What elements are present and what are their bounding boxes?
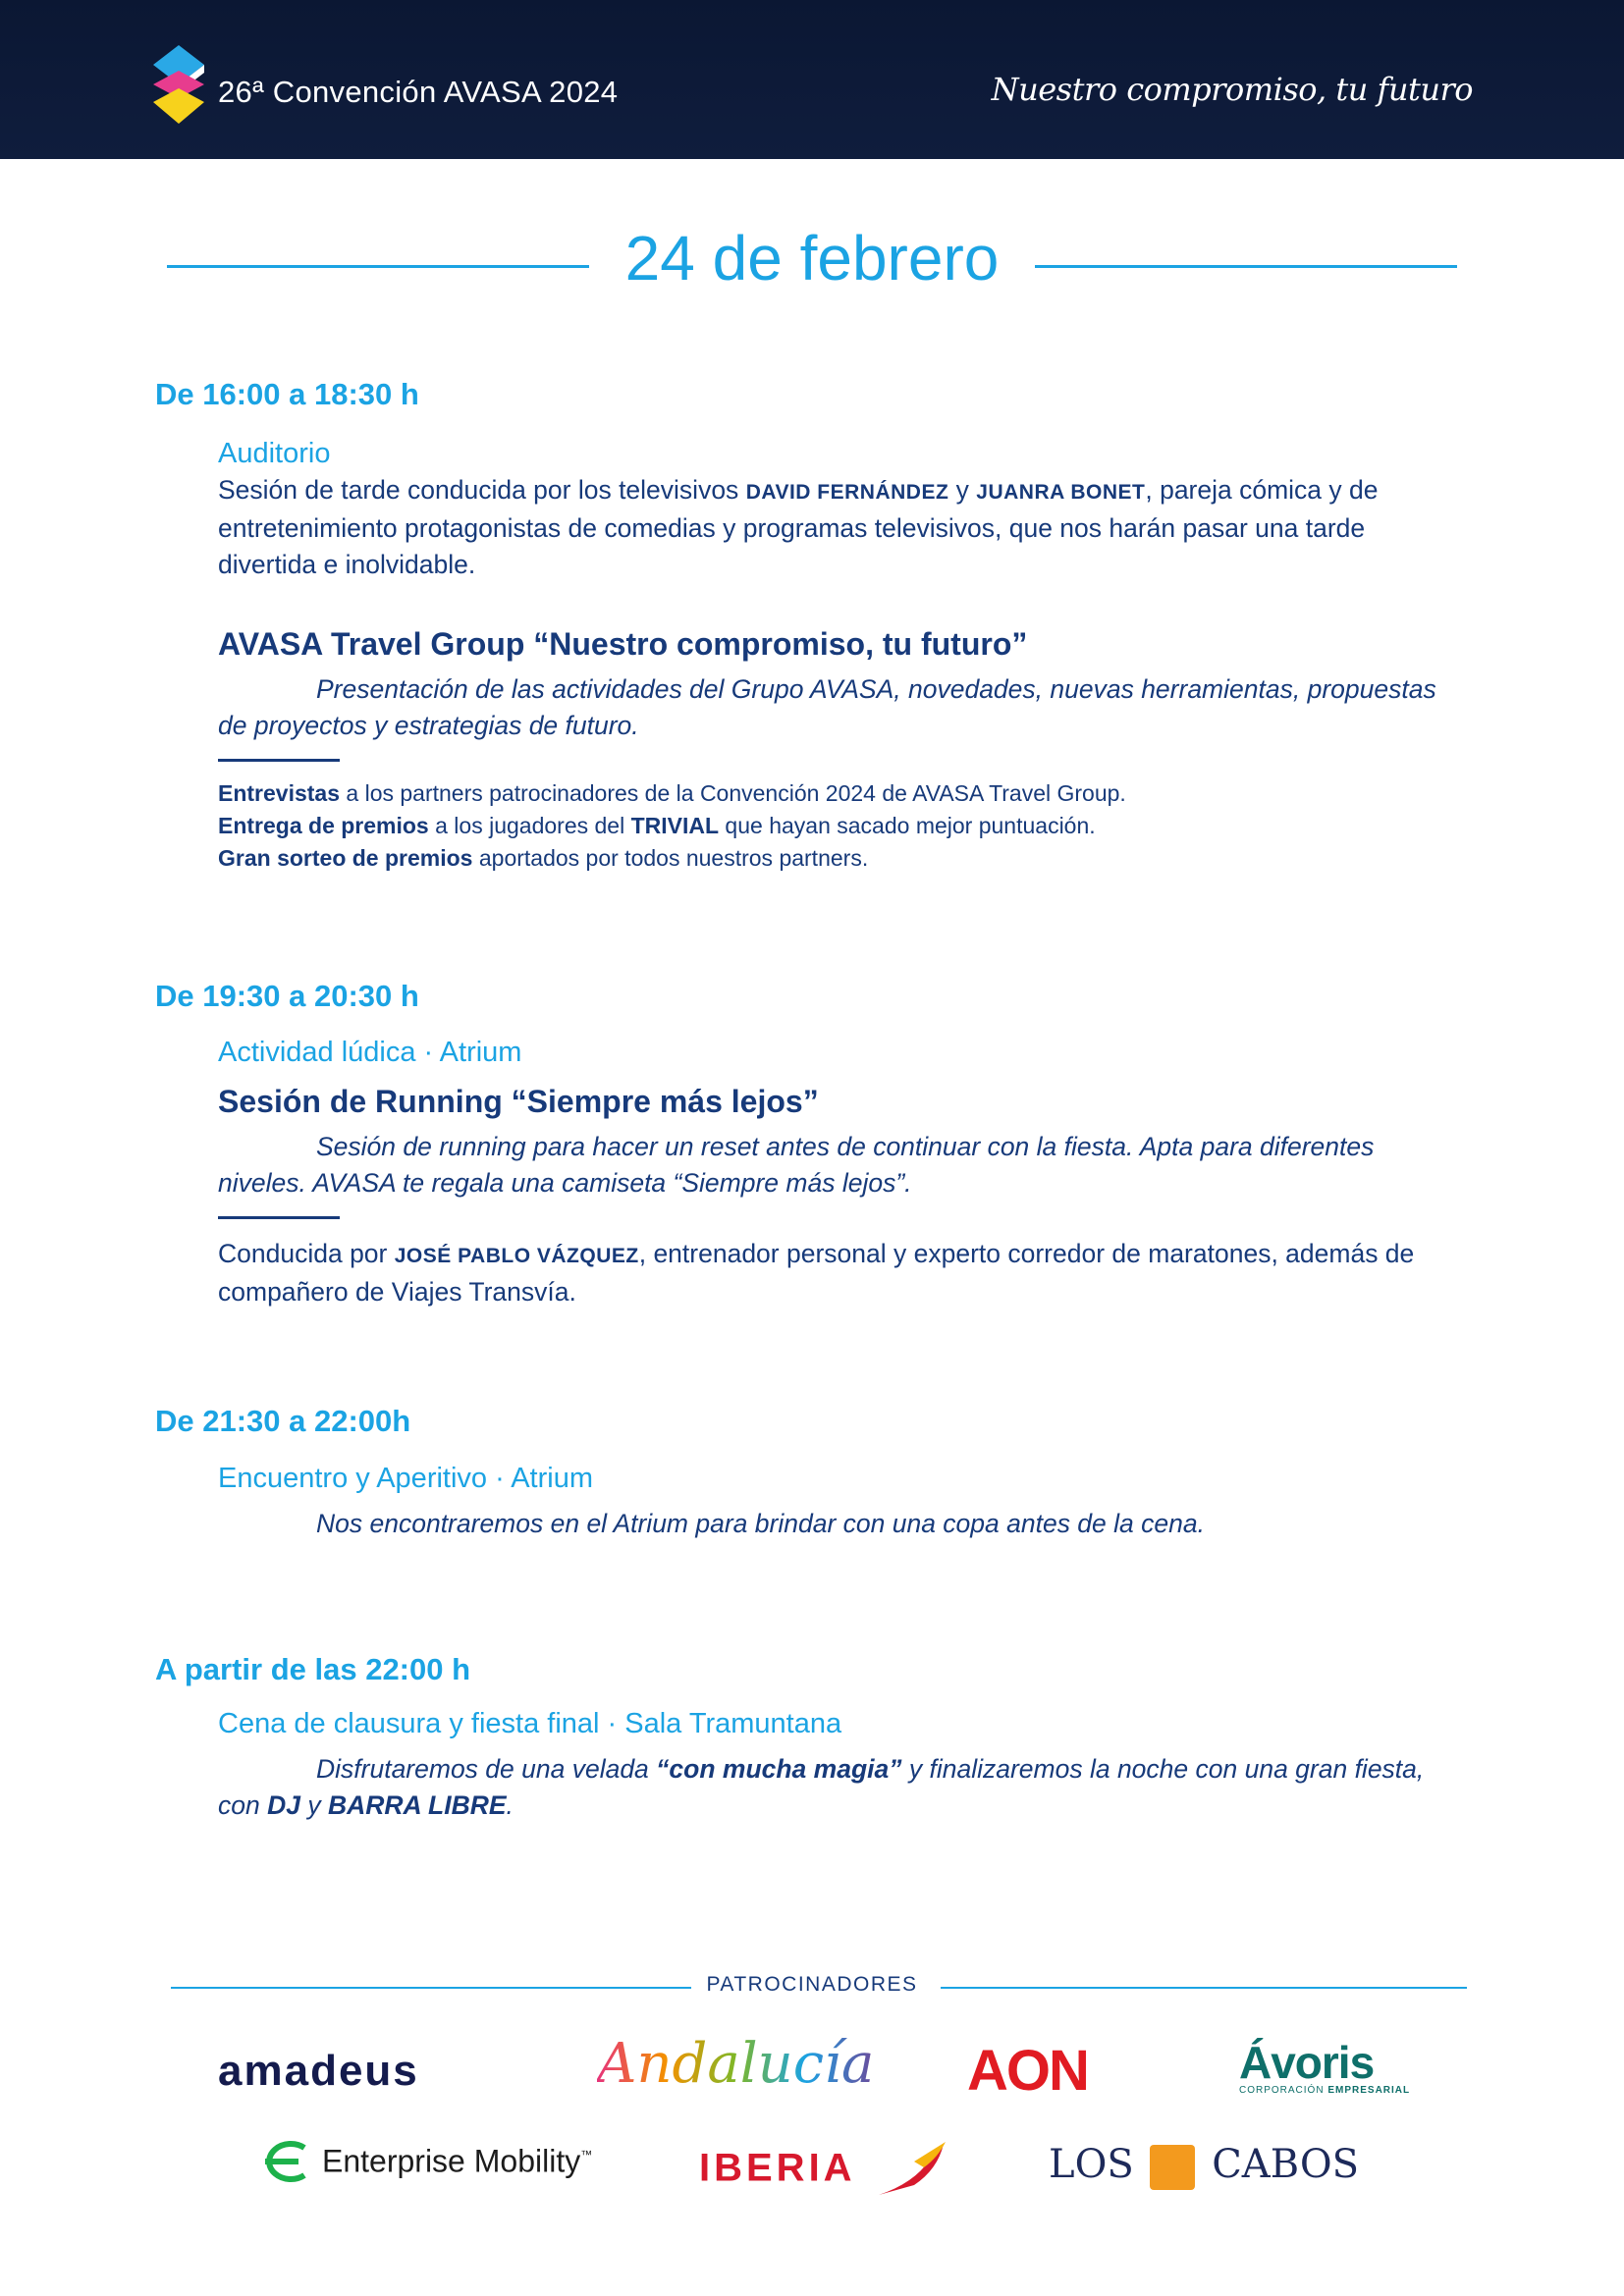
time-slot-2: De 19:30 a 20:30 h	[155, 979, 419, 1013]
aon-logo: AON	[967, 2039, 1088, 2103]
session-italic-3: Nos encontraremos en el Atrium para brindar con una copa antes de la cena.	[316, 1509, 1205, 1538]
time-slot-3: De 21:30 a 22:00h	[155, 1404, 411, 1438]
venue-1: Auditorio	[218, 438, 331, 469]
avasa-logo-icon	[153, 45, 204, 124]
list-item: Gran sorteo de premios aportados por todos nuestros partners.	[218, 845, 869, 871]
venue-3: Encuentro y Aperitivo · Atrium	[218, 1463, 593, 1494]
enterprise-e-icon	[257, 2140, 308, 2183]
header-bar	[0, 0, 1624, 159]
session-description-1: Sesión de tarde conducida por los televisivos DAVID FERNÁNDEZ y JUANRA BONET, pareja cómica y de entretenimiento protagonistas de comedias y programas televisivos, que nos harán pasar una tarde divertida e inolvidable.	[218, 475, 1379, 579]
host-name-2: JUANRA BONET	[976, 481, 1146, 504]
host-name-1: DAVID FERNÁNDEZ	[745, 481, 949, 504]
venue-4: Cena de clausura y fiesta final · Sala Tramuntana	[218, 1708, 842, 1739]
avoris-logo: Ávoris CORPORACIÓN EMPRESARIAL	[1239, 2037, 1411, 2096]
iberia-logo: IBERIA	[699, 2140, 949, 2197]
convention-title: 26ª Convención AVASA 2024	[218, 75, 619, 109]
list-item: Entrevistas a los partners patrocinadores de la Convención 2024 de AVASA Travel Group.	[218, 780, 1126, 806]
host-name-3: JOSÉ PABLO VÁZQUEZ	[394, 1245, 639, 1267]
date-title: 24 de febrero	[0, 222, 1624, 294]
session-description-2: Conducida por JOSÉ PABLO VÁZQUEZ, entrenador personal y experto corredor de maratones, además de compañero de Viajes Transvía.	[218, 1239, 1415, 1307]
iberia-wing-icon	[875, 2140, 949, 2197]
andalucia-logo: Andalucía	[597, 2032, 875, 2096]
activities-list	[218, 777, 1126, 875]
sun-icon	[1150, 2145, 1195, 2190]
amadeus-logo: amadeus	[218, 2047, 419, 2095]
short-rule-2	[218, 1216, 340, 1219]
los-cabos-logo: LOS CABOS	[1049, 2142, 1359, 2190]
session-italic-2: Sesión de running para hacer un reset antes de continuar con la fiesta. Apta para diferentes niveles. AVASA te regala una camiseta “Siempre más lejos”.	[218, 1132, 1375, 1198]
enterprise-mobility-logo: Enterprise Mobility™	[257, 2140, 592, 2183]
list-item: Entrega de premios a los jugadores del TRIVIAL que hayan sacado mejor puntuación.	[218, 813, 1096, 838]
motto: Nuestro compromiso, tu futuro	[991, 71, 1473, 108]
sponsors-label: PATROCINADORES	[0, 1973, 1624, 1997]
time-slot-4: A partir de las 22:00 h	[155, 1652, 471, 1686]
session-heading-1: AVASA Travel Group “Nuestro compromiso, tu futuro”	[218, 626, 1028, 662]
session-italic-1: Presentación de las actividades del Grupo AVASA, novedades, nuevas herramientas, propuestas de proyectos y estrategias de futuro.	[218, 674, 1436, 740]
short-rule-1	[218, 759, 340, 762]
time-slot-1: De 16:00 a 18:30 h	[155, 377, 419, 411]
session-heading-2: Sesión de Running “Siempre más lejos”	[218, 1084, 819, 1119]
venue-2: Actividad lúdica · Atrium	[218, 1037, 522, 1068]
session-italic-4: Disfrutaremos de una velada “con mucha magia” y finalizaremos la noche con una gran fiesta, con DJ y BARRA LIBRE.	[218, 1754, 1425, 1820]
